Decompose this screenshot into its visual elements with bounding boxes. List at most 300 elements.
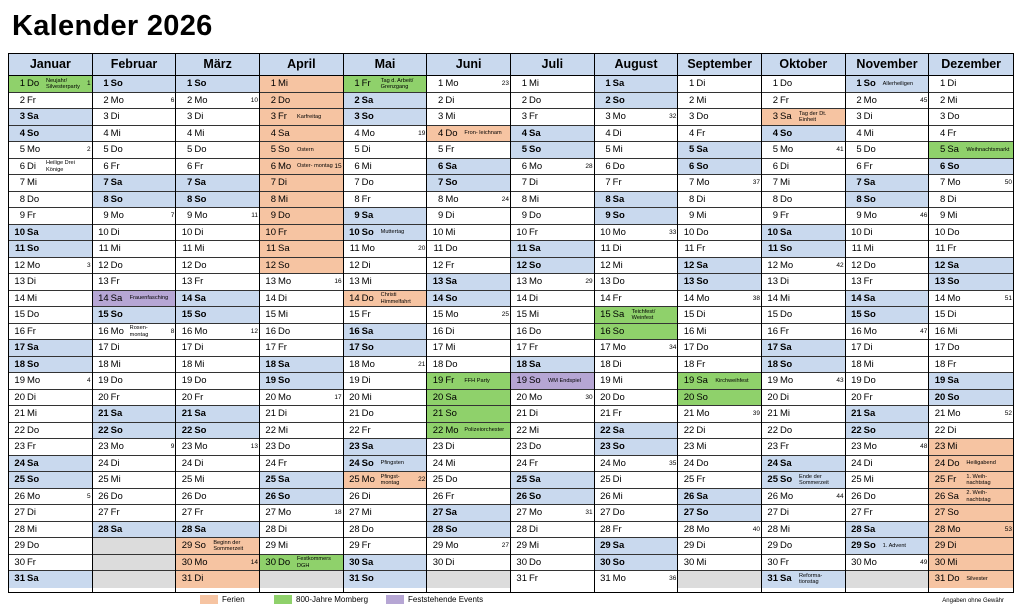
weekday: Mo <box>612 342 626 353</box>
day-number: 23 <box>851 441 862 452</box>
day-cell <box>9 456 92 473</box>
weekday: Sa <box>528 474 541 485</box>
day-cell <box>678 241 761 258</box>
day-number: 26 <box>851 490 862 502</box>
week-number: 25 <box>501 311 509 318</box>
day-cell <box>929 274 1013 291</box>
day-number: 7 <box>19 177 25 188</box>
day-number: 22 <box>14 424 25 436</box>
day-cell <box>260 373 343 390</box>
day-cell <box>846 291 929 308</box>
day-number: 5 <box>940 144 946 155</box>
month-column <box>929 54 1013 592</box>
weekday: Di <box>445 325 455 337</box>
weekday: Sa <box>612 309 625 320</box>
day-number: 23 <box>432 441 444 452</box>
day-number: 21 <box>600 408 611 419</box>
event-label: Reforma- tionstag <box>798 572 823 585</box>
day-number: 15 <box>683 309 695 320</box>
weekday: Mo <box>277 391 292 403</box>
day-cell <box>595 208 678 225</box>
day-cell <box>9 571 92 588</box>
day-cell <box>176 192 259 209</box>
weekday: Mi <box>277 540 289 551</box>
day-number: 27 <box>14 507 25 518</box>
day-number: 23 <box>14 441 25 452</box>
day-cell <box>762 76 845 93</box>
weekday: Do <box>528 210 542 221</box>
day-cell <box>929 373 1013 390</box>
day-cell <box>595 93 678 110</box>
weekday: Mi <box>110 474 121 485</box>
weekday: Mo <box>696 523 710 535</box>
weekday: Fr <box>361 424 371 436</box>
day-number: 6 <box>856 160 862 172</box>
day-cell <box>260 291 343 308</box>
day-number: 6 <box>689 160 695 172</box>
week-number: 29 <box>585 278 593 285</box>
day-cell <box>511 522 594 539</box>
day-cell <box>846 93 929 110</box>
weekday: Sa <box>194 292 206 304</box>
day-cell <box>929 258 1013 275</box>
day-cell <box>678 109 761 126</box>
weekday: Mi <box>779 177 791 188</box>
weekday: Mi <box>863 243 874 254</box>
weekday: Sa <box>696 375 708 386</box>
day-number: 14 <box>851 292 862 304</box>
day-cell <box>93 142 176 159</box>
day-cell <box>427 307 510 324</box>
week-number: 43 <box>836 377 844 384</box>
weekday: So <box>612 325 625 337</box>
week-number: 30 <box>585 393 593 401</box>
day-number: 14 <box>349 292 360 304</box>
weekday: So <box>863 78 876 89</box>
day-number: 5 <box>187 144 193 155</box>
day-cell <box>511 390 594 407</box>
day-cell <box>929 390 1013 407</box>
weekday: Mi <box>947 556 958 568</box>
weekday: Sa <box>445 507 457 518</box>
day-number: 28 <box>934 523 946 535</box>
weekday: So <box>361 226 374 238</box>
day-cell <box>176 109 259 126</box>
weekday: Sa <box>110 292 123 304</box>
weekday: Fr <box>947 358 957 370</box>
day-number: 14 <box>14 292 25 304</box>
day-cell <box>762 489 845 506</box>
weekday: Mo <box>863 556 877 568</box>
day-number: 2 <box>940 94 946 106</box>
day-number: 2 <box>270 94 276 106</box>
day-number: 2 <box>605 94 611 106</box>
weekday: Di <box>696 424 706 436</box>
day-number: 28 <box>600 523 611 535</box>
weekday: Mi <box>528 424 540 436</box>
day-cell <box>427 340 510 357</box>
day-cell <box>9 505 92 522</box>
day-cell <box>93 109 176 126</box>
week-number: 8 <box>170 327 175 335</box>
weekday: Fr <box>863 276 873 287</box>
day-cell <box>9 538 92 555</box>
event-label: 1. Advent <box>882 542 906 549</box>
day-cell <box>511 76 594 93</box>
weekday: Fr <box>528 226 538 238</box>
day-number: 20 <box>265 391 276 403</box>
day-cell <box>9 390 92 407</box>
weekday: Mi <box>779 523 791 535</box>
weekday: Di <box>947 424 957 436</box>
weekday: Do <box>863 375 876 386</box>
day-cell <box>260 505 343 522</box>
day-cell <box>595 489 678 506</box>
day-cell <box>9 93 92 110</box>
day-number: 2 <box>772 94 778 106</box>
weekday: Mo <box>110 325 124 337</box>
weekday: So <box>696 160 709 172</box>
weekday: Sa <box>863 292 876 304</box>
weekday: Mo <box>445 540 459 551</box>
day-cell <box>595 472 678 489</box>
week-number: 36 <box>669 575 677 582</box>
day-cell <box>9 76 92 93</box>
weekday: Di <box>194 111 204 122</box>
event-label: Pfingst- montag <box>380 473 400 486</box>
weekday: So <box>863 309 876 320</box>
day-cell <box>93 291 176 308</box>
week-number: 47 <box>920 327 928 335</box>
weekday: Mi <box>863 358 874 370</box>
day-number: 23 <box>98 441 109 452</box>
day-number: 23 <box>349 441 360 452</box>
day-cell <box>511 373 594 390</box>
day-number: 30 <box>516 556 527 568</box>
month-column <box>678 54 762 592</box>
day-number: 28 <box>349 523 360 535</box>
day-number: 26 <box>683 490 695 502</box>
weekday: So <box>445 292 458 304</box>
day-number: 20 <box>851 391 862 403</box>
day-number: 10 <box>934 226 946 238</box>
weekday: Fr <box>194 391 204 403</box>
day-number: 25 <box>851 474 862 485</box>
weekday: Do <box>947 573 960 584</box>
weekday: Mo <box>361 358 375 370</box>
weekday: So <box>110 193 123 205</box>
day-number: 28 <box>516 523 527 535</box>
day-number: 10 <box>683 226 695 238</box>
day-cell <box>595 357 678 374</box>
weekday: Mo <box>110 94 124 106</box>
weekday: Di <box>445 210 455 221</box>
day-number: 15 <box>851 309 862 320</box>
day-number: 3 <box>438 111 444 122</box>
weekday: Fr <box>277 111 287 122</box>
day-cell <box>176 258 259 275</box>
weekday: Mi <box>27 292 38 304</box>
weekday: Sa <box>445 276 457 287</box>
day-cell <box>595 505 678 522</box>
day-number: 17 <box>98 342 109 353</box>
day-cell <box>427 390 510 407</box>
day-cell <box>344 175 427 192</box>
day-cell <box>846 522 929 539</box>
day-number: 7 <box>103 177 109 188</box>
day-cell <box>9 291 92 308</box>
month-header: Dezember <box>929 54 1013 76</box>
day-cell <box>511 192 594 209</box>
day-number: 9 <box>103 210 109 221</box>
day-cell <box>427 324 510 341</box>
day-cell <box>260 489 343 506</box>
weekday: Mo <box>863 210 877 221</box>
weekday: Mo <box>194 441 208 452</box>
weekday: Fr <box>27 94 36 106</box>
week-number: 38 <box>752 294 760 302</box>
month-header: Juli <box>511 54 594 76</box>
weekday: Di <box>612 358 622 370</box>
day-number: 2 <box>521 94 527 106</box>
day-number: 2 <box>354 94 360 106</box>
day-number: 12 <box>767 259 778 271</box>
event-label: Karfreitag <box>296 113 322 120</box>
day-cell <box>344 258 427 275</box>
day-cell <box>595 439 678 456</box>
day-number: 12 <box>98 259 109 271</box>
day-cell <box>762 373 845 390</box>
event-label: Rosen- montag <box>129 325 149 338</box>
day-cell <box>176 142 259 159</box>
day-number: 5 <box>772 144 778 155</box>
weekday: So <box>696 276 709 287</box>
empty-cell <box>93 555 176 572</box>
day-cell <box>176 390 259 407</box>
week-number: 31 <box>585 509 593 516</box>
weekday: So <box>863 540 876 551</box>
day-cell <box>678 538 761 555</box>
weekday: Do <box>947 457 960 469</box>
day-number: 29 <box>265 540 276 551</box>
weekday: So <box>947 276 960 287</box>
day-number: 15 <box>516 309 527 320</box>
day-number: 13 <box>851 276 862 287</box>
weekday: Mo <box>779 144 794 155</box>
day-cell <box>929 208 1013 225</box>
weekday: Sa <box>361 210 374 221</box>
day-number: 15 <box>767 309 778 320</box>
day-cell <box>511 340 594 357</box>
day-cell <box>260 439 343 456</box>
weekday: Do <box>27 424 40 436</box>
day-cell <box>678 307 761 324</box>
weekday: So <box>27 243 40 254</box>
week-number: 19 <box>418 129 426 137</box>
day-number: 7 <box>940 177 946 188</box>
day-number: 14 <box>683 292 695 304</box>
weekday: Sa <box>779 573 792 584</box>
day-cell <box>260 423 343 440</box>
day-cell <box>344 340 427 357</box>
day-cell <box>344 555 427 572</box>
weekday: Sa <box>110 177 123 188</box>
weekday: Fr <box>863 160 873 172</box>
day-cell <box>595 456 678 473</box>
day-number: 7 <box>354 177 360 188</box>
day-number: 9 <box>354 210 360 221</box>
day-number: 4 <box>772 127 778 139</box>
weekday: Mo <box>863 325 877 337</box>
weekday: Sa <box>277 474 290 485</box>
week-number: 1 <box>87 80 91 87</box>
day-number: 8 <box>689 193 695 205</box>
day-number: 16 <box>767 325 778 337</box>
weekday: Do <box>110 490 123 502</box>
weekday: Mi <box>27 177 38 188</box>
day-number: 16 <box>181 325 193 337</box>
day-cell <box>929 225 1013 242</box>
day-cell <box>427 126 510 143</box>
day-number: 20 <box>600 391 611 403</box>
day-number: 18 <box>767 358 778 370</box>
event-label: Beginn der Sommerzeit <box>213 539 244 552</box>
day-number: 12 <box>851 259 862 271</box>
day-cell <box>427 291 510 308</box>
day-cell <box>846 175 929 192</box>
month-header: Oktober <box>762 54 845 76</box>
day-cell <box>93 126 176 143</box>
weekday: Mo <box>27 490 41 502</box>
day-cell <box>93 258 176 275</box>
weekday: Mi <box>779 408 791 419</box>
month-column <box>260 54 344 592</box>
day-cell <box>427 225 510 242</box>
day-number: 22 <box>516 424 527 436</box>
day-number: 29 <box>767 540 778 551</box>
day-cell <box>344 522 427 539</box>
day-cell <box>762 208 845 225</box>
day-cell <box>427 357 510 374</box>
week-number: 53 <box>1004 525 1012 533</box>
empty-cell <box>93 571 176 588</box>
weekday: Do <box>194 144 207 155</box>
day-cell <box>846 472 929 489</box>
day-number: 1 <box>689 78 695 89</box>
day-cell <box>762 109 845 126</box>
day-number: 18 <box>432 358 444 370</box>
day-cell <box>427 423 510 440</box>
day-number: 9 <box>270 210 276 221</box>
weekday: So <box>110 309 123 320</box>
day-number: 23 <box>934 441 946 452</box>
weekday: Mi <box>110 358 121 370</box>
day-cell <box>176 126 259 143</box>
weekday: Sa <box>27 111 39 122</box>
weekday: Do <box>361 177 374 188</box>
day-number: 10 <box>349 226 360 238</box>
day-number: 11 <box>935 243 946 254</box>
month-header: August <box>595 54 678 76</box>
day-number: 30 <box>683 556 695 568</box>
weekday: Di <box>696 78 706 89</box>
weekday: Fr <box>361 78 371 89</box>
weekday: Fr <box>863 391 873 403</box>
day-number: 25 <box>98 474 109 485</box>
day-cell <box>595 241 678 258</box>
day-number: 8 <box>856 193 862 205</box>
weekday: Fr <box>696 358 706 370</box>
weekday: Fr <box>528 573 538 584</box>
day-number: 16 <box>98 325 109 337</box>
day-number: 3 <box>103 111 109 122</box>
event-label: Weihnachtsmarkt <box>966 146 1010 153</box>
weekday: Do <box>27 540 40 551</box>
day-cell <box>929 555 1013 572</box>
weekday: Mi <box>110 127 121 139</box>
day-number: 20 <box>432 391 444 403</box>
day-number: 15 <box>181 309 193 320</box>
day-number: 24 <box>851 457 862 469</box>
weekday: Do <box>27 309 40 320</box>
event-label: Frauenfasching <box>129 295 169 302</box>
day-number: 5 <box>354 144 360 155</box>
day-number: 30 <box>600 556 611 568</box>
day-number: 18 <box>516 358 527 370</box>
day-cell <box>344 423 427 440</box>
day-number: 4 <box>187 127 193 139</box>
weekday: Mi <box>277 309 289 320</box>
day-cell <box>9 274 92 291</box>
weekday: Di <box>27 276 36 287</box>
weekday: Di <box>361 375 371 386</box>
day-number: 24 <box>600 457 611 469</box>
day-number: 29 <box>851 540 862 551</box>
weekday: Sa <box>863 408 876 419</box>
weekday: Di <box>947 193 957 205</box>
day-cell <box>427 76 510 93</box>
weekday: Mi <box>361 507 372 518</box>
weekday: Di <box>277 177 287 188</box>
day-cell <box>595 142 678 159</box>
day-number: 29 <box>14 540 25 551</box>
day-number: 13 <box>516 276 527 287</box>
weekday: Sa <box>947 375 959 386</box>
weekday: Di <box>863 457 873 469</box>
day-number: 14 <box>181 292 193 304</box>
day-number: 22 <box>767 424 778 436</box>
day-cell <box>929 307 1013 324</box>
day-cell <box>93 456 176 473</box>
weekday: Do <box>361 523 374 535</box>
weekday: Sa <box>445 391 457 403</box>
weekday: Mi <box>277 78 289 89</box>
weekday: Mo <box>612 226 626 238</box>
day-cell <box>678 456 761 473</box>
event-label: Silvester <box>966 575 988 582</box>
weekday: Di <box>528 523 538 535</box>
week-number: 4 <box>87 377 91 384</box>
day-cell <box>176 472 259 489</box>
weekday: Mo <box>277 276 292 287</box>
weekday: So <box>445 523 458 535</box>
day-cell <box>260 159 343 176</box>
weekday: So <box>947 507 959 518</box>
day-cell <box>427 175 510 192</box>
weekday: Do <box>696 457 709 469</box>
day-number: 11 <box>684 243 695 254</box>
event-label: Muttertag <box>380 229 405 236</box>
